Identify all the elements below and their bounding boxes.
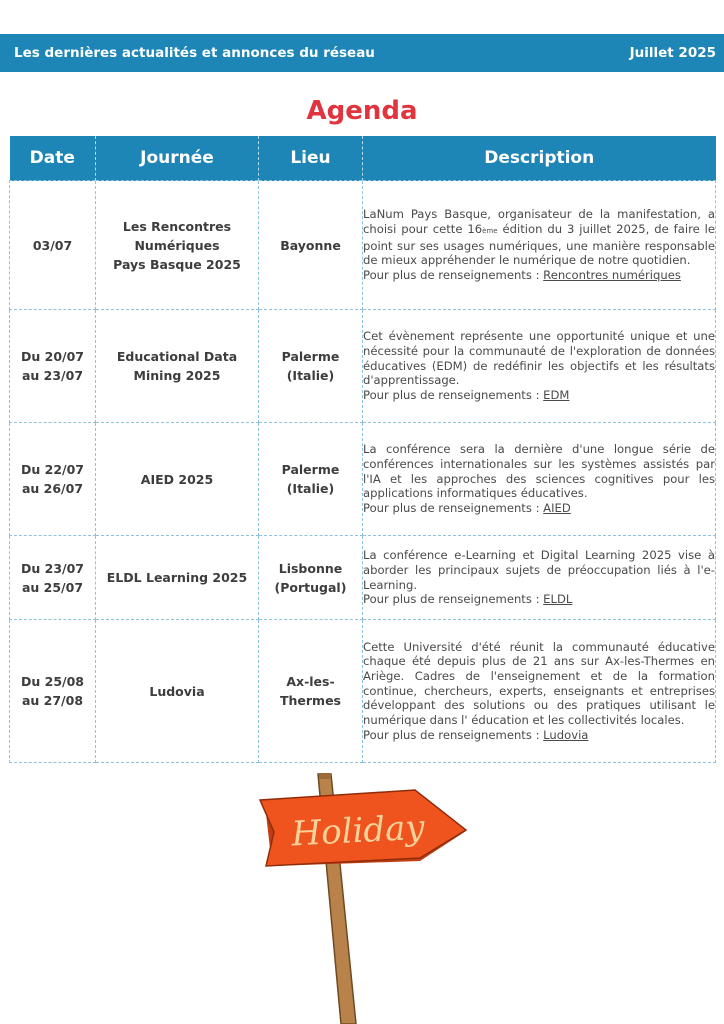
location-line: (Italie) [286,481,335,496]
event-location [259,310,363,423]
event-location [259,423,363,536]
event-date [10,536,96,620]
location-line: (Portugal) [274,579,347,595]
table-header-row [10,136,716,181]
description-text: La conférence sera la dernière d'une longue série de conférences internationales sur les systèmes assistés par l'IA et les approches des sciences cognitives pour les applications informatiques éducatives. [363,442,715,501]
more-info-label: Pour plus de renseignements : [363,268,544,283]
location-line: (Italie) [286,368,335,383]
table-row [10,620,716,763]
superscript: ème [482,226,498,235]
event-description [363,310,716,423]
more-info [363,501,715,516]
event-name-line: Les Rencontres [122,218,232,234]
event-name-line: Mining 2025 [133,368,221,383]
event-name [96,423,259,536]
more-info [363,728,715,743]
event-date [10,181,96,310]
header-date: Date [10,136,96,181]
more-info-label: Pour plus de renseignements : [363,727,544,742]
event-name-line: ELDL Learning 2025 [106,570,248,585]
event-name [96,620,259,763]
header-banner [0,34,724,72]
more-info-link[interactable]: Rencontres numériques [543,268,681,283]
table-row [10,181,716,310]
sign-post-top [319,773,331,779]
date-line: au 26/07 [21,481,84,496]
event-name-line: Ludovia [149,683,205,699]
sign-text: Holiday [290,807,426,855]
description-text: Cet évènement représente une opportunité unique et une nécessité pour la communauté de l'exploration de données éducatives (EDM) de redéfinir les objectifs et les résultats d'apprentissage. [363,329,715,388]
event-location [259,620,363,763]
page-title: Agenda [306,96,418,126]
header-description: Description [363,136,716,181]
date-line: au 25/07 [21,579,84,595]
header-lieu: Lieu [259,136,363,181]
date-line: au 27/08 [21,693,84,708]
date-line: Du 25/08 [21,674,84,689]
more-info-link[interactable]: Ludovia [543,727,589,742]
date-line: Du 23/07 [21,560,84,576]
event-date [10,423,96,536]
table-row [10,423,716,536]
event-name-line: Pays Basque 2025 [113,256,241,272]
event-date [10,620,96,763]
table-row [10,310,716,423]
more-info-label: Pour plus de renseignements : [363,592,544,607]
location-line: Bayonne [280,237,341,253]
more-info-link[interactable]: ELDL [543,592,573,607]
more-info [363,592,715,607]
location-line: Palerme [281,462,340,477]
description-text: édition du 3 juillet 2025, de faire le point sur ses usages numériques, une manière responsable de mieux appréhender le numérique de notre quotidien. [363,221,715,268]
date-line: Du 22/07 [21,462,84,477]
more-info-link[interactable]: EDM [543,388,570,403]
banner-date: Juillet 2025 [629,45,716,61]
event-name [96,310,259,423]
header-journee: Journée [96,136,259,181]
description-text: La conférence e-Learning et Digital Learning 2025 vise à aborder les principaux sujets de préoccupation liés à l'e-Learning. [363,548,715,592]
more-info [363,388,715,403]
date-line: 03/07 [32,237,73,253]
agenda-table [9,136,716,763]
event-name [96,181,259,310]
location-line: Thermes [279,693,341,708]
event-description [363,423,716,536]
event-name-line: AIED 2025 [140,471,214,487]
description-text: Cette Université d'été réunit la communauté éducative chaque été depuis plus de 21 ans sur Ax-les-Thermes en Ariège. Cadres de l'enseignement et de la formation continue, chercheurs, experts, enseignants et entreprises développant des solutions ou des pratiques utilisant le numérique dans l' éducation et les collectivités locales. [363,639,715,728]
more-info-label: Pour plus de renseignements : [363,388,544,403]
more-info [363,268,715,283]
event-date [10,310,96,423]
event-location [259,536,363,620]
more-info-label: Pour plus de renseignements : [363,501,544,516]
location-line: Ax-les- [286,674,335,689]
location-line: Palerme [281,349,340,364]
event-description [363,620,716,763]
date-line: Du 20/07 [21,349,84,364]
description-text: LaNum Pays Basque, organisateur de la manifestation, a choisi pour cette 16 [363,207,715,236]
holiday-signpost-illustration [0,760,724,1024]
event-name-line: Educational Data [116,349,238,364]
event-description [363,536,716,620]
event-name-line: Numériques [134,237,220,253]
event-description [363,181,716,310]
table-row [10,536,716,620]
event-location [259,181,363,310]
location-line: Lisbonne [278,560,343,576]
date-line: au 23/07 [21,368,84,383]
more-info-link[interactable]: AIED [543,501,571,516]
event-name [96,536,259,620]
banner-title: Les dernières actualités et annonces du réseau [14,45,375,61]
